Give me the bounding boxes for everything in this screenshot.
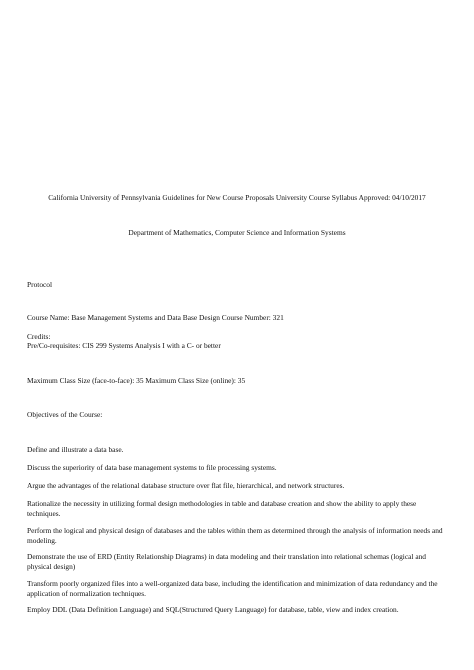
- prerequisites-line: Pre/Co-requisites: CIS 299 Systems Analysis I with a C- or better: [27, 341, 221, 350]
- protocol-heading: Protocol: [27, 280, 53, 289]
- objective-item: Employ DDL (Data Definition Language) and SQL(Structured Query Language) for database, table, view and index creation.: [27, 605, 399, 614]
- course-name-line: Course Name: Base Management Systems and Data Base Design Course Number: 321: [27, 313, 284, 322]
- objective-item: Define and illustrate a data base.: [27, 445, 124, 454]
- objective-item: Argue the advantages of the relational database structure over flat file, hierarchical, and network structures.: [27, 481, 345, 490]
- objective-item: Demonstrate the use of ERD (Entity Relationship Diagrams) in data modeling and their translation into relational schemas (logical and physical design): [27, 552, 426, 572]
- objective-item: Perform the logical and physical design of databases and the tables within them as determined through the analysis of information needs and modeling.: [27, 526, 443, 546]
- objective-item: Rationalize the necessity in utilizing formal design methodologies in table and database creation and show the ability to apply these techniques.: [27, 499, 417, 519]
- department-title: Department of Mathematics, Computer Science and Information Systems: [128, 228, 346, 237]
- class-size-line: Maximum Class Size (face-to-face): 35 Maximum Class Size (online): 35: [27, 376, 246, 385]
- credits-line: Credits:: [27, 332, 51, 341]
- objective-item: Transform poorly organized files into a well-organized data base, including the identification and minimization of data redundancy and the application of normalization techniques.: [27, 579, 438, 599]
- syllabus-header: California University of Pennsylvania Guidelines for New Course Proposals University Course Syllabus Approved: 04/10/2017: [48, 193, 426, 202]
- objective-item: Discuss the superiority of data base management systems to file processing systems.: [27, 463, 277, 472]
- objectives-heading: Objectives of the Course:: [27, 410, 103, 419]
